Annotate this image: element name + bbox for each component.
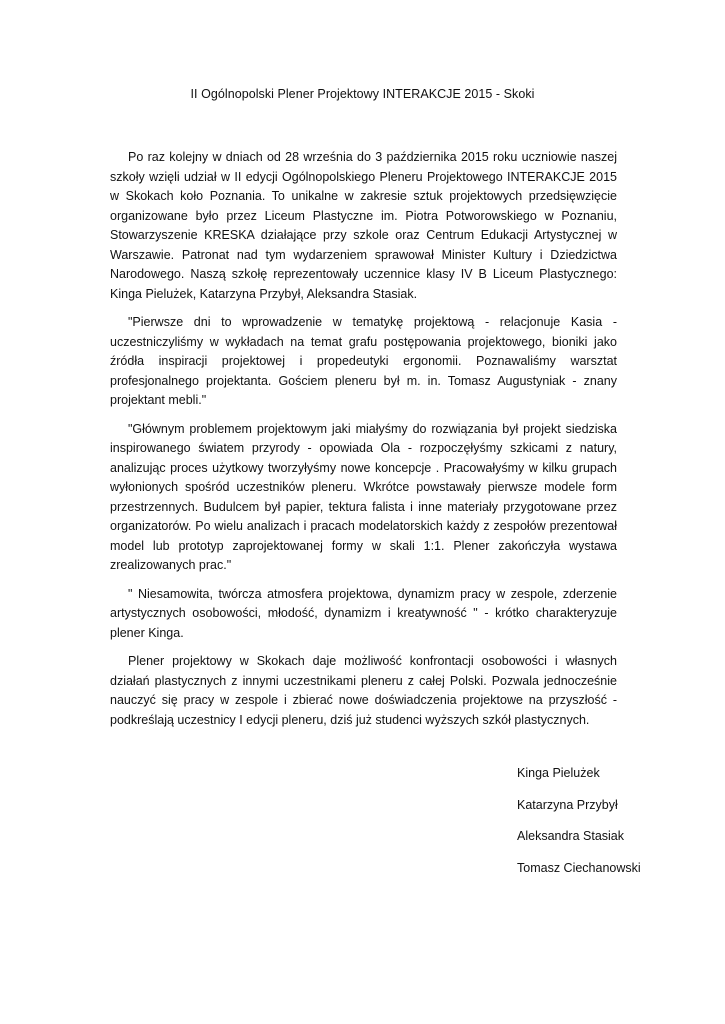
signature-block [517,765,717,891]
signature-name: Tomasz Ciechanowski [517,860,641,875]
paragraph-ola-quote: "Głównym problemem projektowym jaki miałyśmy do rozwiązania był projekt siedziska inspirowanego światem przyrody - opowiada Ola - rozpoczęłyśmy szkicami z natury, analizując proces użytkowy tworzyłyśmy nowe koncepcje . Pracowałyśmy w kilku grupach wyłonionych spośród uczestników pleneru. Wkrótce powstawały pierwsze modele form przestrzennych. Budulcem był papier, tektura falista i inne materiały przygotowane przez organizatorów. Po wielu analizach i pracach modelatorskich każdy z zespołów prezentował model lub prototyp zaprojektowanej formy w skali 1:1. Plener zakończyła wystawa zrealizowanych prac." [110,421,617,572]
paragraph-kinga-quote: " Niesamowita, twórcza atmosfera projektowa, dynamizm pracy w zespole, zderzenie artystycznych osobowości, młodość, dynamizm i kreatywność " - krótko charakteryzuje plener Kinga. [110,586,617,640]
signature-name: Kinga Pielużek [517,766,600,780]
paragraph-conclusion: Plener projektowy w Skokach daje możliwość konfrontacji osobowości i własnych działań plastycznych z innymi uczestnikami pleneru z całej Polski. Pozwala jednocześnie nauczyć się pracy w zespole i zbierać nowe doświadczenia projektowe na przyszłość - podkreślają uczestnicy I edycji pleneru, dziś już studenci wyższych szkół plastycznych. [110,654,617,727]
signature-name: Katarzyna Przybył [517,797,618,812]
document-title: II Ogólnopolski Plener Projektowy INTERAKCJE 2015 - Skoki [190,87,535,101]
signature-name: Aleksandra Stasiak [517,829,625,843]
article-body [110,148,617,739]
paragraph-kasia-quote: "Pierwsze dni to wprowadzenie w tematykę projektową - relacjonuje Kasia - uczestniczyliśmy w wykładach na temat grafu postępowania projektowego, bioniki jako źródła inspiracji projektowej i propedeutyki ergonomii. Poznawaliśmy warsztat profesjonalnego projektanta. Gościem pleneru był m. in. Tomasz Augustyniak - znany projektant mebli." [110,315,617,407]
paragraph-intro: Po raz kolejny w dniach od 28 września do 3 października 2015 roku uczniowie naszej szkoły wzięli udział w II edycji Ogólnopolskiego Pleneru Projektowego INTERAKCJE 2015 w Skokach koło Poznania. To unikalne w zakresie sztuk projektowych przedsięwzięcie organizowane było przez Liceum Plastyczne im. Piotra Potworowskiego w Poznaniu, Stowarzyszenie KRESKA działające przy szkole oraz Centrum Edukacji Artystycznej w Warszawie. Patronat nad tym wydarzeniem sprawował Minister Kultury i Dziedzictwa Narodowego. Naszą szkołę reprezentowały uczennice klasy IV B Liceum Plastycznego: Kinga Pielużek, Katarzyna Przybył, Aleksandra Stasiak. [110,150,617,301]
